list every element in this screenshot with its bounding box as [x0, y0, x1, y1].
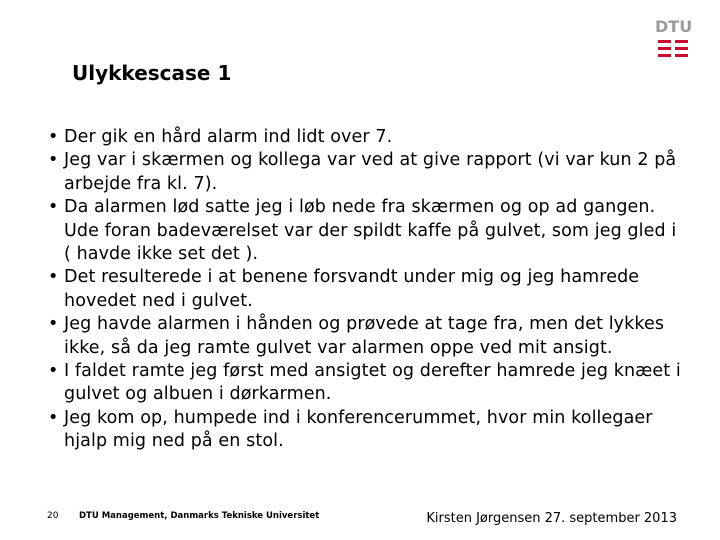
bullet-item: • I faldet ramte jeg først med ansigtet og derefter hamrede jeg knæet i gulvet og albuen i dørkarmen. [44, 360, 684, 407]
logo-bar [658, 54, 688, 57]
bullet-item: • Da alarmen lød satte jeg i løb nede fra skærmen og op ad gangen. Ude foran badeværelset var der spildt kaffe på gulvet, som jeg gled i ( havde ikke set det ). [44, 196, 684, 266]
dtu-logo-text: DTU [655, 17, 693, 36]
logo-bar [658, 40, 688, 43]
slide-title: Ulykkescase 1 [72, 61, 232, 85]
bullet-item: • Jeg var i skærmen og kollega var ved at give rapport (vi var kun 2 på arbejde fra kl. 7). [44, 149, 684, 196]
footer-organization: DTU Management, Danmarks Tekniske Universitet [79, 511, 320, 521]
dtu-logo-bars-icon [658, 40, 688, 61]
logo-bar [658, 47, 688, 50]
bullet-list [44, 126, 684, 454]
page-number: 20 [47, 511, 59, 521]
bullet-item: • Jeg kom op, humpede ind i konferencerummet, hvor min kollegaer hjalp mig ned på en stol. [44, 407, 684, 454]
bullet-item: • Det resulterede i at benene forsvandt under mig og jeg hamrede hovedet ned i gulvet. [44, 266, 684, 313]
bullet-item: • Jeg havde alarmen i hånden og prøvede at tage fra, men det lykkes ikke, så da jeg ramte gulvet var alarmen oppe ved mit ansigt. [44, 313, 684, 360]
footer-author-date: Kirsten Jørgensen 27. september 2013 [426, 511, 677, 526]
bullet-item: • Der gik en hård alarm ind lidt over 7. [44, 126, 684, 149]
dtu-logo [655, 18, 691, 66]
